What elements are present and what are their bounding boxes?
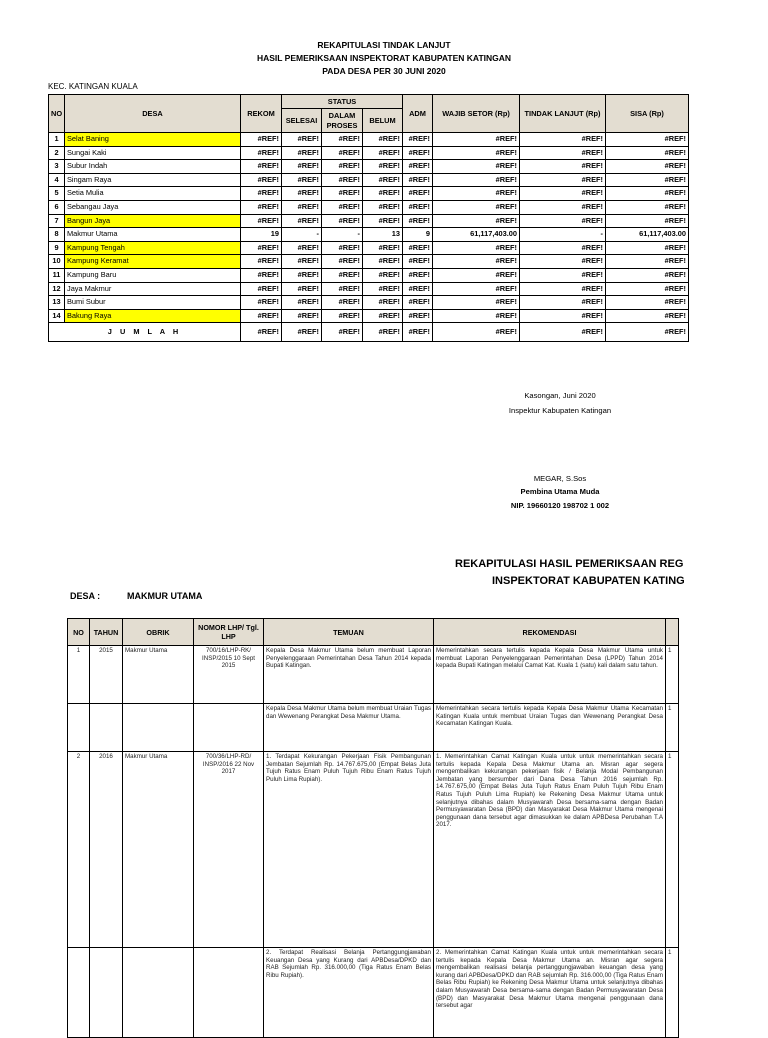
cell-adm: #REF! bbox=[403, 133, 433, 147]
cell-desa: Sungai Kaki bbox=[65, 146, 241, 160]
detail-no bbox=[68, 948, 90, 1038]
cell-proses: #REF! bbox=[322, 268, 363, 282]
cell-desa: Kampung Tengah bbox=[65, 241, 241, 255]
signature-nip: NIP. 19660120 198702 1 002 bbox=[510, 501, 610, 510]
summary-row bbox=[49, 200, 689, 214]
cell-tl: #REF! bbox=[520, 268, 606, 282]
cell-sisa: #REF! bbox=[606, 200, 689, 214]
cell-selesai: #REF! bbox=[282, 187, 322, 201]
cell-no: 1 bbox=[49, 133, 65, 147]
cell-proses: #REF! bbox=[322, 133, 363, 147]
summary-total-row bbox=[49, 323, 689, 342]
cell-tl: #REF! bbox=[520, 173, 606, 187]
cell-tl: #REF! bbox=[520, 187, 606, 201]
col-rekom: REKOM bbox=[241, 95, 282, 133]
detail-no: 1 bbox=[68, 646, 90, 704]
detail-col-extra bbox=[666, 619, 679, 646]
cell-tl: #REF! bbox=[520, 309, 606, 323]
cell-wajib: #REF! bbox=[433, 187, 520, 201]
section2-title-line2: INSPEKTORAT KABUPATEN KATING bbox=[492, 575, 685, 587]
cell-proses: #REF! bbox=[322, 173, 363, 187]
detail-temuan: 1. Terdapat Kekurangan Pekerjaan Fisik Pembangunan Jembatan Sejumlah Rp. 14.767.675,00 (Empat Belas Juta Tujuh Ratus Enam Puluh Tujuh Ribu Enam Ratus Tujuh Puluh Lima Rupiah). bbox=[264, 752, 434, 948]
detail-col-temuan: TEMUAN bbox=[264, 619, 434, 646]
cell-sisa: #REF! bbox=[606, 187, 689, 201]
col-no: NO bbox=[49, 95, 65, 133]
detail-rekomendasi: Memerintahkan secara tertulis kepada Kepala Desa Makmur Utama untuk membuat Laporan Penyelenggaraan Pemerintahan Desa (LPPD) Tahun 2014 kepada Bupati Katingan melalui Camat Kat. Kuala 1 (satu) kali dalam satu tahun. bbox=[434, 646, 666, 704]
cell-rekom: #REF! bbox=[241, 309, 282, 323]
cell-proses: #REF! bbox=[322, 160, 363, 174]
cell-desa: Jaya Makmur bbox=[65, 282, 241, 296]
cell-no: 11 bbox=[49, 268, 65, 282]
cell-rekom: #REF! bbox=[241, 160, 282, 174]
cell-rekom: #REF! bbox=[241, 133, 282, 147]
col-desa: DESA bbox=[65, 95, 241, 133]
summary-row bbox=[49, 187, 689, 201]
detail-extra: 1 bbox=[666, 646, 679, 704]
cell-tl: #REF! bbox=[520, 160, 606, 174]
cell-proses: #REF! bbox=[322, 296, 363, 310]
cell-wajib: #REF! bbox=[433, 268, 520, 282]
col-dalam-proses: DALAM PROSES bbox=[322, 109, 363, 133]
cell-proses: #REF! bbox=[322, 282, 363, 296]
cell-wajib: #REF! bbox=[433, 173, 520, 187]
total-selesai: #REF! bbox=[282, 323, 322, 342]
cell-sisa: #REF! bbox=[606, 214, 689, 228]
total-label: J U M L A H bbox=[49, 323, 241, 342]
detail-no bbox=[68, 704, 90, 752]
cell-belum: #REF! bbox=[363, 160, 403, 174]
cell-no: 14 bbox=[49, 309, 65, 323]
cell-adm: #REF! bbox=[403, 160, 433, 174]
cell-desa: Setia Mulia bbox=[65, 187, 241, 201]
summary-row bbox=[49, 282, 689, 296]
cell-adm: #REF! bbox=[403, 309, 433, 323]
cell-sisa: #REF! bbox=[606, 160, 689, 174]
cell-selesai: #REF! bbox=[282, 268, 322, 282]
cell-sisa: #REF! bbox=[606, 255, 689, 269]
cell-adm: #REF! bbox=[403, 268, 433, 282]
summary-row bbox=[49, 296, 689, 310]
col-sisa: SISA (Rp) bbox=[606, 95, 689, 133]
detail-temuan: Kepala Desa Makmur Utama belum membuat Uraian Tugas dan Wewenang Perangkat Desa Makmur Utama. bbox=[264, 704, 434, 752]
cell-tl: - bbox=[520, 228, 606, 242]
cell-tl: #REF! bbox=[520, 241, 606, 255]
cell-tl: #REF! bbox=[520, 146, 606, 160]
detail-temuan: Kepala Desa Makmur Utama belum membuat Laporan Penyelenggaraan Pemerintahan Desa Tahun 2014 kepada Bupati Katingan. bbox=[264, 646, 434, 704]
cell-wajib: #REF! bbox=[433, 255, 520, 269]
cell-belum: #REF! bbox=[363, 133, 403, 147]
cell-selesai: #REF! bbox=[282, 200, 322, 214]
cell-no: 9 bbox=[49, 241, 65, 255]
total-proses: #REF! bbox=[322, 323, 363, 342]
cell-belum: #REF! bbox=[363, 296, 403, 310]
cell-desa: Singam Raya bbox=[65, 173, 241, 187]
cell-rekom: #REF! bbox=[241, 282, 282, 296]
cell-proses: #REF! bbox=[322, 146, 363, 160]
section2-desa-value: MAKMUR UTAMA bbox=[127, 591, 203, 601]
cell-rekom: #REF! bbox=[241, 173, 282, 187]
section2-desa-label: DESA : bbox=[70, 591, 101, 601]
cell-sisa: #REF! bbox=[606, 282, 689, 296]
cell-desa: Bangun Jaya bbox=[65, 214, 241, 228]
cell-belum: #REF! bbox=[363, 200, 403, 214]
cell-selesai: #REF! bbox=[282, 282, 322, 296]
cell-selesai: #REF! bbox=[282, 296, 322, 310]
signature-place-date: Kasongan, Juni 2020 bbox=[524, 391, 596, 400]
cell-sisa: 61,117,403.00 bbox=[606, 228, 689, 242]
cell-proses: - bbox=[322, 228, 363, 242]
cell-tl: #REF! bbox=[520, 255, 606, 269]
cell-no: 4 bbox=[49, 173, 65, 187]
cell-belum: #REF! bbox=[363, 309, 403, 323]
detail-rekomendasi: 2. Memerintahkan Camat Katingan Kuala untuk untuk memerintahkan secara tertulis kepada Kepala Desa Makmur Utama an. Misran agar segera mengembalikan realisasi belanja pertanggungjawaban keuangan desa yang kurang dari APBDesa/DPKD dan RAB sejumlah Rp. 316.000,00 (Tiga Ratus Enam Belas Ribu Rupiah) ke Rekening Desa Makmur Utama untuk selanjutnya dibahas dalam Musyawarah Desa bersama-sama dengan Badan Permusyawaratan Desa (BPD) dan Masyarakat Desa Makmur Utama mengenai penggunaan dana tersebut agar bbox=[434, 948, 666, 1038]
cell-wajib: #REF! bbox=[433, 133, 520, 147]
cell-rekom: #REF! bbox=[241, 296, 282, 310]
cell-adm: 9 bbox=[403, 228, 433, 242]
detail-nomor: 700/16/LHP-RK/ INSP/2015 10 Sept 2015 bbox=[194, 646, 264, 704]
cell-desa: Kampung Baru bbox=[65, 268, 241, 282]
cell-tl: #REF! bbox=[520, 214, 606, 228]
cell-selesai: #REF! bbox=[282, 255, 322, 269]
summary-row bbox=[49, 228, 689, 242]
cell-adm: #REF! bbox=[403, 255, 433, 269]
summary-row bbox=[49, 146, 689, 160]
cell-belum: #REF! bbox=[363, 241, 403, 255]
cell-adm: #REF! bbox=[403, 173, 433, 187]
detail-nomor: 700/36/LHP-RD/ INSP/2016 22 Nov 2017 bbox=[194, 752, 264, 948]
summary-table bbox=[48, 94, 689, 342]
detail-no: 2 bbox=[68, 752, 90, 948]
total-sisa: #REF! bbox=[606, 323, 689, 342]
cell-tl: #REF! bbox=[520, 296, 606, 310]
cell-proses: #REF! bbox=[322, 187, 363, 201]
cell-sisa: #REF! bbox=[606, 268, 689, 282]
detail-rekomendasi: 1. Memerintahkan Camat Katingan Kuala untuk untuk memerintahkan secara tertulis kepada Kepala Desa Makmur Utama an. Misran agar segera mengembalikan kekurangan pekerjaan fisik / Belanja Modal Pembangunan Jembatan yang bersumber dari Dana Desa Tahun 2016 sejumlah Rp. 14.767.675,00 (Empat Belas Juta Tujuh Ratus Enam Puluh Tujuh Ribu Enam Ratus Tujuh Puluh Lima Rupiah) ke Rekening Desa Makmur Utama untuk selanjutnya dibahas dalam Musyawarah Desa bersama-sama dengan Badan Permusyawaratan Desa (BPD) dan Masyarakat Desa Makmur Utama mengenai penggunaan dana tersebut agar dimasukkan ke dalam APBDesa Perubahan T.A 2017. bbox=[434, 752, 666, 948]
cell-desa: Sebangau Jaya bbox=[65, 200, 241, 214]
detail-obrik bbox=[123, 704, 194, 752]
col-tindak-lanjut: TINDAK LANJUT (Rp) bbox=[520, 95, 606, 133]
kecamatan-label: KEC. KATINGAN KUALA bbox=[48, 82, 138, 91]
cell-rekom: #REF! bbox=[241, 255, 282, 269]
summary-row bbox=[49, 255, 689, 269]
cell-proses: #REF! bbox=[322, 241, 363, 255]
cell-no: 12 bbox=[49, 282, 65, 296]
cell-no: 2 bbox=[49, 146, 65, 160]
cell-wajib: #REF! bbox=[433, 214, 520, 228]
detail-row bbox=[68, 646, 679, 704]
cell-rekom: #REF! bbox=[241, 268, 282, 282]
cell-wajib: #REF! bbox=[433, 146, 520, 160]
cell-sisa: #REF! bbox=[606, 309, 689, 323]
report-title-line1: REKAPITULASI TINDAK LANJUT bbox=[317, 40, 451, 50]
cell-selesai: #REF! bbox=[282, 214, 322, 228]
detail-obrik bbox=[123, 948, 194, 1038]
cell-no: 10 bbox=[49, 255, 65, 269]
col-selesai: SELESAI bbox=[282, 109, 322, 133]
detail-row bbox=[68, 948, 679, 1038]
detail-nomor bbox=[194, 948, 264, 1038]
cell-no: 8 bbox=[49, 228, 65, 242]
detail-extra: 1 bbox=[666, 704, 679, 752]
cell-desa: Bakung Raya bbox=[65, 309, 241, 323]
cell-selesai: #REF! bbox=[282, 173, 322, 187]
cell-no: 5 bbox=[49, 187, 65, 201]
cell-no: 13 bbox=[49, 296, 65, 310]
cell-sisa: #REF! bbox=[606, 146, 689, 160]
cell-belum: #REF! bbox=[363, 282, 403, 296]
cell-selesai: - bbox=[282, 228, 322, 242]
cell-adm: #REF! bbox=[403, 282, 433, 296]
cell-proses: #REF! bbox=[322, 200, 363, 214]
cell-belum: #REF! bbox=[363, 187, 403, 201]
report-title-line3: PADA DESA PER 30 JUNI 2020 bbox=[322, 66, 446, 76]
cell-adm: #REF! bbox=[403, 214, 433, 228]
cell-sisa: #REF! bbox=[606, 241, 689, 255]
cell-wajib: #REF! bbox=[433, 296, 520, 310]
cell-sisa: #REF! bbox=[606, 173, 689, 187]
cell-wajib: #REF! bbox=[433, 241, 520, 255]
cell-adm: #REF! bbox=[403, 187, 433, 201]
cell-belum: #REF! bbox=[363, 173, 403, 187]
detail-nomor bbox=[194, 704, 264, 752]
cell-rekom: #REF! bbox=[241, 146, 282, 160]
cell-selesai: #REF! bbox=[282, 309, 322, 323]
total-tl: #REF! bbox=[520, 323, 606, 342]
col-wajib-setor: WAJIB SETOR (Rp) bbox=[433, 95, 520, 133]
cell-belum: #REF! bbox=[363, 255, 403, 269]
detail-tahun: 2015 bbox=[90, 646, 123, 704]
cell-desa: Makmur Utama bbox=[65, 228, 241, 242]
cell-sisa: #REF! bbox=[606, 296, 689, 310]
cell-rekom: #REF! bbox=[241, 187, 282, 201]
cell-wajib: #REF! bbox=[433, 309, 520, 323]
cell-wajib: 61,117,403.00 bbox=[433, 228, 520, 242]
cell-adm: #REF! bbox=[403, 200, 433, 214]
detail-tahun: 2016 bbox=[90, 752, 123, 948]
col-belum: BELUM bbox=[363, 109, 403, 133]
detail-extra: 1 bbox=[666, 948, 679, 1038]
cell-selesai: #REF! bbox=[282, 133, 322, 147]
cell-desa: Bumi Subur bbox=[65, 296, 241, 310]
signature-rank: Pembina Utama Muda bbox=[520, 487, 600, 496]
summary-row bbox=[49, 268, 689, 282]
cell-sisa: #REF! bbox=[606, 133, 689, 147]
cell-adm: #REF! bbox=[403, 146, 433, 160]
cell-adm: #REF! bbox=[403, 241, 433, 255]
summary-row bbox=[49, 214, 689, 228]
cell-belum: #REF! bbox=[363, 268, 403, 282]
summary-row bbox=[49, 173, 689, 187]
cell-belum: #REF! bbox=[363, 146, 403, 160]
cell-tl: #REF! bbox=[520, 282, 606, 296]
signature-name: MEGAR, S.Sos bbox=[533, 474, 587, 483]
detail-col-obrik: OBRIK bbox=[123, 619, 194, 646]
detail-col-nomor: NOMOR LHP/ Tgl. LHP bbox=[194, 619, 264, 646]
summary-row bbox=[49, 160, 689, 174]
section2-title-line1: REKAPITULASI HASIL PEMERIKSAAN REG bbox=[455, 558, 684, 570]
report-title-line2: HASIL PEMERIKSAAN INSPEKTORAT KABUPATEN KATINGAN bbox=[256, 53, 512, 63]
cell-tl: #REF! bbox=[520, 133, 606, 147]
summary-row bbox=[49, 133, 689, 147]
total-wajib: #REF! bbox=[433, 323, 520, 342]
detail-col-no: NO bbox=[68, 619, 90, 646]
signature-office: Inspektur Kabupaten Katingan bbox=[508, 406, 612, 415]
detail-obrik: Makmur Utama bbox=[123, 646, 194, 704]
cell-rekom: #REF! bbox=[241, 200, 282, 214]
detail-extra: 1 bbox=[666, 752, 679, 948]
cell-adm: #REF! bbox=[403, 296, 433, 310]
cell-proses: #REF! bbox=[322, 214, 363, 228]
cell-rekom: #REF! bbox=[241, 214, 282, 228]
total-adm: #REF! bbox=[403, 323, 433, 342]
total-belum: #REF! bbox=[363, 323, 403, 342]
detail-obrik: Makmur Utama bbox=[123, 752, 194, 948]
detail-table bbox=[67, 618, 679, 1038]
total-rekom: #REF! bbox=[241, 323, 282, 342]
cell-wajib: #REF! bbox=[433, 200, 520, 214]
cell-no: 6 bbox=[49, 200, 65, 214]
cell-selesai: #REF! bbox=[282, 241, 322, 255]
cell-proses: #REF! bbox=[322, 255, 363, 269]
cell-desa: Subur Indah bbox=[65, 160, 241, 174]
cell-selesai: #REF! bbox=[282, 160, 322, 174]
detail-col-rekomendasi: REKOMENDASI bbox=[434, 619, 666, 646]
cell-no: 7 bbox=[49, 214, 65, 228]
detail-tahun bbox=[90, 704, 123, 752]
cell-no: 3 bbox=[49, 160, 65, 174]
cell-desa: Kampung Keramat bbox=[65, 255, 241, 269]
detail-rekomendasi: Memerintahkan secara tertulis kepada Kepala Desa Makmur Utama Kecamatan Katingan Kuala untuk membuat Uraian Tugas dan Wewenang Perangkat Desa Kecamatan Katingan Kuala. bbox=[434, 704, 666, 752]
cell-tl: #REF! bbox=[520, 200, 606, 214]
detail-row bbox=[68, 704, 679, 752]
col-adm: ADM bbox=[403, 95, 433, 133]
cell-wajib: #REF! bbox=[433, 160, 520, 174]
detail-tahun bbox=[90, 948, 123, 1038]
col-status: STATUS bbox=[282, 95, 403, 109]
summary-row bbox=[49, 309, 689, 323]
cell-wajib: #REF! bbox=[433, 282, 520, 296]
cell-belum: 13 bbox=[363, 228, 403, 242]
cell-rekom: #REF! bbox=[241, 241, 282, 255]
cell-rekom: 19 bbox=[241, 228, 282, 242]
detail-temuan: 2. Terdapat Realisasi Belanja Pertanggungjawaban Keuangan Desa yang Kurang dari APBDesa/DPKD dan RAB Sejumlah Rp. 316.000,00 (Tiga Ratus Enam Belas Ribu Rupiah). bbox=[264, 948, 434, 1038]
cell-desa: Selat Baning bbox=[65, 133, 241, 147]
detail-col-tahun: TAHUN bbox=[90, 619, 123, 646]
summary-row bbox=[49, 241, 689, 255]
detail-row bbox=[68, 752, 679, 948]
cell-selesai: #REF! bbox=[282, 146, 322, 160]
cell-belum: #REF! bbox=[363, 214, 403, 228]
cell-proses: #REF! bbox=[322, 309, 363, 323]
